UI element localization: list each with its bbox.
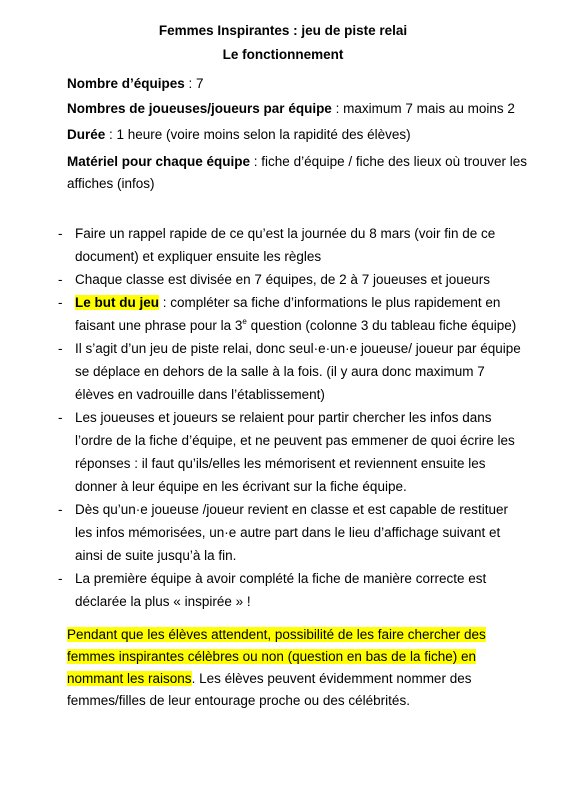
info-duration [67, 124, 537, 146]
list-item [0, 567, 566, 613]
closing-paragraph [67, 624, 497, 712]
page-title: Femmes Inspirantes : jeu de piste relai [158, 23, 408, 38]
info-materials [67, 151, 537, 195]
list-item [0, 268, 566, 291]
info-players-per-team [67, 98, 537, 120]
list-item [0, 498, 566, 567]
info-label: Matériel pour chaque équipe [67, 154, 251, 169]
list-item [0, 291, 566, 337]
bullet-dash: - [58, 226, 63, 241]
bullet-dash: - [58, 272, 63, 287]
rule-text: Dès qu’un·e joueuse /joueur revient en classe et est capable de restituer les infos mémorisées, un·e autre part dans le lieu d’affichage suivant et ainsi de suite jusqu’à la fin. [75, 502, 509, 563]
info-label: Nombres de joueuses/joueurs par équipe [67, 101, 332, 116]
rule-text: Il s’agit d’un jeu de piste relai, donc seul·e·un·e joueuse/ joueur par équipe se déplace en dehors de la salle à la fois. (il y aura donc maximum 7 élèves en vadrouille dans l’établissement) [75, 341, 521, 402]
info-value: : fiche d’équipe / fiche des lieux où trouver les affiches (infos) [67, 154, 527, 191]
info-label: Durée [67, 127, 106, 142]
superscript: e [242, 317, 247, 326]
list-item [0, 222, 566, 268]
info-value: : 1 heure (voire moins selon la rapidité des élèves) [105, 127, 411, 142]
bullet-dash: - [58, 502, 63, 517]
list-item [0, 406, 566, 498]
info-value: : 7 [184, 76, 204, 91]
bullet-dash: - [58, 341, 63, 356]
page-subtitle: Le fonctionnement [222, 47, 344, 62]
bullet-dash: - [58, 295, 63, 310]
rule-text: La première équipe à avoir complété la fiche de manière correcte est déclarée la plus « inspirée » ! [75, 571, 487, 609]
rule-text: Les joueuses et joueurs se relaient pour partir chercher les infos dans l’ordre de la fiche d’équipe, et ne peuvent pas emmener de quoi écrire les réponses : il faut qu’ils/elles les mémorisent et reviennent ensuite les donner à leur équipe en les écrivant sur la fiche équipe. [75, 410, 515, 494]
info-label: Nombre d’équipes [67, 76, 185, 91]
rule-text: Faire un rappel rapide de ce qu’est la journée du 8 mars (voir fin de ce document) et expliquer ensuite les règles [75, 226, 496, 264]
bullet-dash: - [58, 571, 63, 586]
info-team-count [67, 73, 537, 95]
rules-list [0, 222, 566, 613]
rule-text: : compléter sa fiche d’informations le plus rapidement en faisant une phrase pour la 3 [75, 295, 501, 333]
rule-text: Chaque classe est divisée en 7 équipes, de 2 à 7 joueuses et joueurs [75, 272, 491, 287]
rule-text: question (colonne 3 du tableau fiche équipe) [246, 318, 517, 333]
closing-text: . Les élèves peuvent évidemment nommer des femmes/filles de leur entourage proche ou des célébrités. [67, 671, 472, 708]
goal-highlight: Le but du jeu [75, 295, 159, 310]
list-item [0, 337, 566, 406]
bullet-dash: - [58, 410, 63, 425]
closing-highlight: Pendant que les élèves attendent, possibilité de les faire chercher des femmes inspirantes célèbres ou non (question en bas de la fiche) en nommant les raisons [67, 627, 486, 686]
info-value: : maximum 7 mais au moins 2 [331, 101, 515, 116]
